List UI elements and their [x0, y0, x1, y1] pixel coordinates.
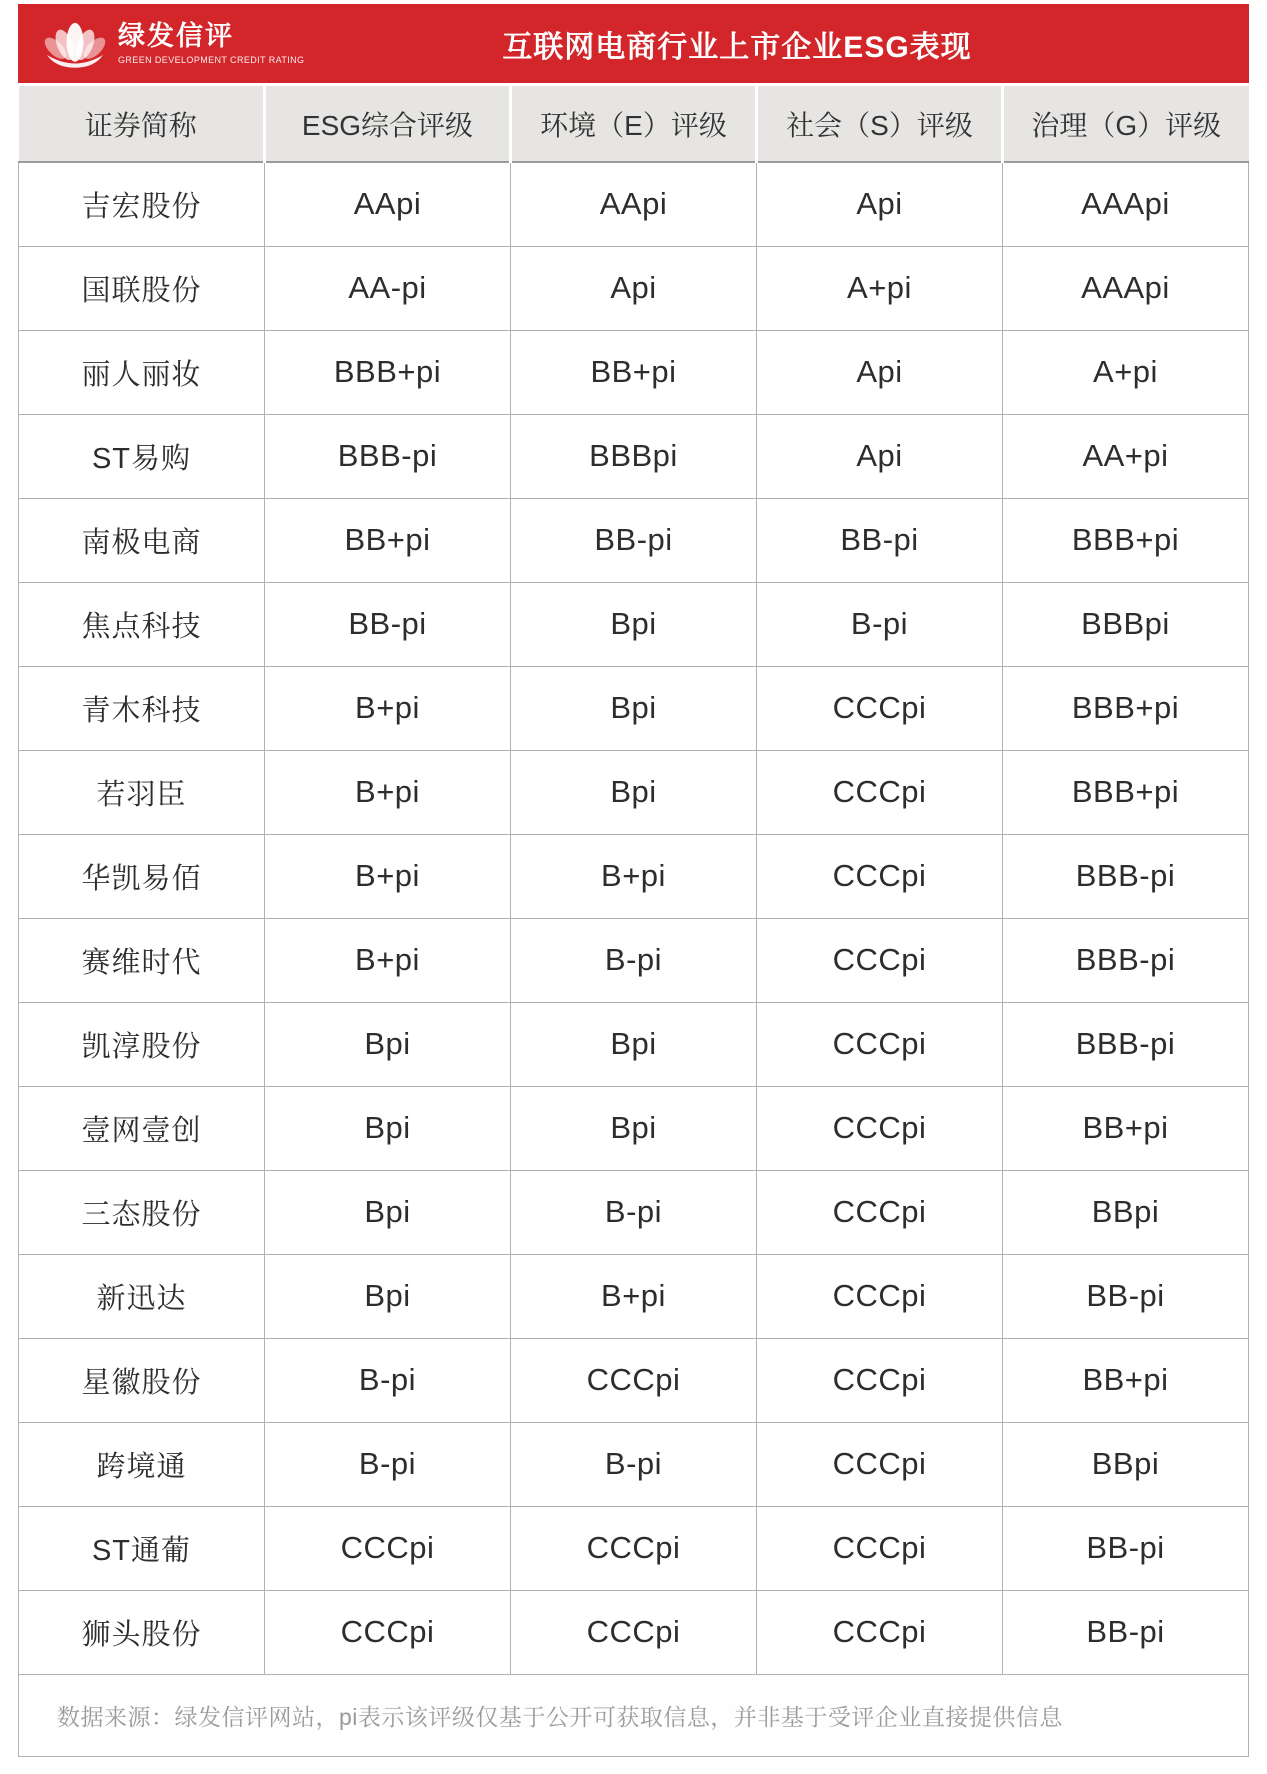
- esg-rating-cell: BB-pi: [265, 582, 511, 666]
- table-row: [19, 1338, 1249, 1422]
- governance-rating-cell: BBBpi: [1003, 582, 1249, 666]
- company-name-cell: 吉宏股份: [19, 162, 265, 246]
- esg-rating-cell: B-pi: [265, 1422, 511, 1506]
- company-name-cell: 焦点科技: [19, 582, 265, 666]
- esg-rating-cell: BBB-pi: [265, 414, 511, 498]
- governance-rating-cell: A+pi: [1003, 330, 1249, 414]
- table-row: [19, 1506, 1249, 1590]
- governance-rating-cell: BBB+pi: [1003, 750, 1249, 834]
- brand-name: 绿发信评: [118, 21, 234, 52]
- esg-rating-cell: AA-pi: [265, 246, 511, 330]
- table-row: [19, 1086, 1249, 1170]
- company-name-cell: 新迅达: [19, 1254, 265, 1338]
- table-row: [19, 498, 1249, 582]
- esg-rating-cell: B+pi: [265, 750, 511, 834]
- social-rating-cell: Api: [757, 414, 1003, 498]
- environment-rating-cell: Bpi: [511, 1002, 757, 1086]
- environment-rating-cell: Bpi: [511, 666, 757, 750]
- esg-rating-cell: CCCpi: [265, 1506, 511, 1590]
- column-header-4: 治理（G）评级: [1003, 86, 1249, 162]
- column-header-1: ESG综合评级: [265, 86, 511, 162]
- esg-rating-cell: Bpi: [265, 1254, 511, 1338]
- governance-rating-cell: AA+pi: [1003, 414, 1249, 498]
- governance-rating-cell: AAApi: [1003, 246, 1249, 330]
- esg-rating-cell: Bpi: [265, 1086, 511, 1170]
- company-name-cell: 国联股份: [19, 246, 265, 330]
- table-row: [19, 1170, 1249, 1254]
- company-name-cell: 狮头股份: [19, 1590, 265, 1674]
- social-rating-cell: CCCpi: [757, 750, 1003, 834]
- social-rating-cell: CCCpi: [757, 666, 1003, 750]
- governance-rating-cell: BB-pi: [1003, 1506, 1249, 1590]
- environment-rating-cell: B-pi: [511, 918, 757, 1002]
- esg-rating-cell: CCCpi: [265, 1590, 511, 1674]
- governance-rating-cell: BBB+pi: [1003, 498, 1249, 582]
- brand-logo: [42, 18, 305, 70]
- table-row: [19, 414, 1249, 498]
- table-row: [19, 1254, 1249, 1338]
- social-rating-cell: CCCpi: [757, 1506, 1003, 1590]
- environment-rating-cell: AApi: [511, 162, 757, 246]
- esg-rating-cell: B+pi: [265, 834, 511, 918]
- company-name-cell: ST易购: [19, 414, 265, 498]
- column-header-2: 环境（E）评级: [511, 86, 757, 162]
- esg-table-body: [19, 162, 1249, 1674]
- table-row: [19, 582, 1249, 666]
- company-name-cell: 南极电商: [19, 498, 265, 582]
- environment-rating-cell: Bpi: [511, 750, 757, 834]
- esg-rating-cell: Bpi: [265, 1170, 511, 1254]
- company-name-cell: 跨境通: [19, 1422, 265, 1506]
- governance-rating-cell: BB-pi: [1003, 1254, 1249, 1338]
- environment-rating-cell: Api: [511, 246, 757, 330]
- esg-rating-cell: B+pi: [265, 666, 511, 750]
- governance-rating-cell: BBB-pi: [1003, 918, 1249, 1002]
- environment-rating-cell: B+pi: [511, 834, 757, 918]
- environment-rating-cell: B+pi: [511, 1254, 757, 1338]
- table-row: [19, 750, 1249, 834]
- esg-rating-cell: B-pi: [265, 1338, 511, 1422]
- esg-table: [18, 86, 1249, 1675]
- table-row: [19, 246, 1249, 330]
- social-rating-cell: CCCpi: [757, 1254, 1003, 1338]
- column-header-3: 社会（S）评级: [757, 86, 1003, 162]
- governance-rating-cell: BBB+pi: [1003, 666, 1249, 750]
- table-row: [19, 666, 1249, 750]
- social-rating-cell: CCCpi: [757, 1422, 1003, 1506]
- esg-rating-cell: B+pi: [265, 918, 511, 1002]
- company-name-cell: 华凯易佰: [19, 834, 265, 918]
- environment-rating-cell: CCCpi: [511, 1590, 757, 1674]
- table-row: [19, 1590, 1249, 1674]
- lotus-icon: [42, 18, 108, 70]
- governance-rating-cell: BB+pi: [1003, 1338, 1249, 1422]
- social-rating-cell: A+pi: [757, 246, 1003, 330]
- governance-rating-cell: BBB-pi: [1003, 1002, 1249, 1086]
- header-banner: [18, 4, 1249, 83]
- governance-rating-cell: AAApi: [1003, 162, 1249, 246]
- esg-table-head: [19, 86, 1249, 162]
- column-header-0: 证券简称: [19, 86, 265, 162]
- company-name-cell: ST通葡: [19, 1506, 265, 1590]
- table-row: [19, 918, 1249, 1002]
- social-rating-cell: BB-pi: [757, 498, 1003, 582]
- environment-rating-cell: CCCpi: [511, 1338, 757, 1422]
- table-row: [19, 330, 1249, 414]
- environment-rating-cell: CCCpi: [511, 1506, 757, 1590]
- brand-subtitle: GREEN DEVELOPMENT CREDIT RATING: [118, 54, 305, 65]
- company-name-cell: 赛维时代: [19, 918, 265, 1002]
- social-rating-cell: CCCpi: [757, 834, 1003, 918]
- governance-rating-cell: BBpi: [1003, 1170, 1249, 1254]
- page-title: 互联网电商行业上市企业ESG表现: [502, 30, 972, 64]
- table-row: [19, 834, 1249, 918]
- table-row: [19, 1002, 1249, 1086]
- esg-rating-cell: BBB+pi: [265, 330, 511, 414]
- esg-rating-cell: BB+pi: [265, 498, 511, 582]
- footnote: 数据来源：绿发信评网站，pi表示该评级仅基于公开可获取信息，并非基于受评企业直接提供信息: [18, 1675, 1249, 1757]
- environment-rating-cell: BB+pi: [511, 330, 757, 414]
- social-rating-cell: Api: [757, 162, 1003, 246]
- header-row: [19, 86, 1249, 162]
- company-name-cell: 凯淳股份: [19, 1002, 265, 1086]
- social-rating-cell: CCCpi: [757, 1170, 1003, 1254]
- social-rating-cell: Api: [757, 330, 1003, 414]
- environment-rating-cell: Bpi: [511, 582, 757, 666]
- social-rating-cell: CCCpi: [757, 1590, 1003, 1674]
- social-rating-cell: CCCpi: [757, 1002, 1003, 1086]
- esg-rating-cell: AApi: [265, 162, 511, 246]
- governance-rating-cell: BB-pi: [1003, 1590, 1249, 1674]
- social-rating-cell: CCCpi: [757, 1338, 1003, 1422]
- company-name-cell: 壹网壹创: [19, 1086, 265, 1170]
- table-row: [19, 162, 1249, 246]
- governance-rating-cell: BBpi: [1003, 1422, 1249, 1506]
- company-name-cell: 三态股份: [19, 1170, 265, 1254]
- esg-rating-cell: Bpi: [265, 1002, 511, 1086]
- governance-rating-cell: BBB-pi: [1003, 834, 1249, 918]
- environment-rating-cell: B-pi: [511, 1170, 757, 1254]
- company-name-cell: 若羽臣: [19, 750, 265, 834]
- table-row: [19, 1422, 1249, 1506]
- environment-rating-cell: Bpi: [511, 1086, 757, 1170]
- company-name-cell: 丽人丽妆: [19, 330, 265, 414]
- company-name-cell: 青木科技: [19, 666, 265, 750]
- company-name-cell: 星徽股份: [19, 1338, 265, 1422]
- social-rating-cell: CCCpi: [757, 918, 1003, 1002]
- social-rating-cell: B-pi: [757, 582, 1003, 666]
- environment-rating-cell: BB-pi: [511, 498, 757, 582]
- social-rating-cell: CCCpi: [757, 1086, 1003, 1170]
- environment-rating-cell: B-pi: [511, 1422, 757, 1506]
- environment-rating-cell: BBBpi: [511, 414, 757, 498]
- governance-rating-cell: BB+pi: [1003, 1086, 1249, 1170]
